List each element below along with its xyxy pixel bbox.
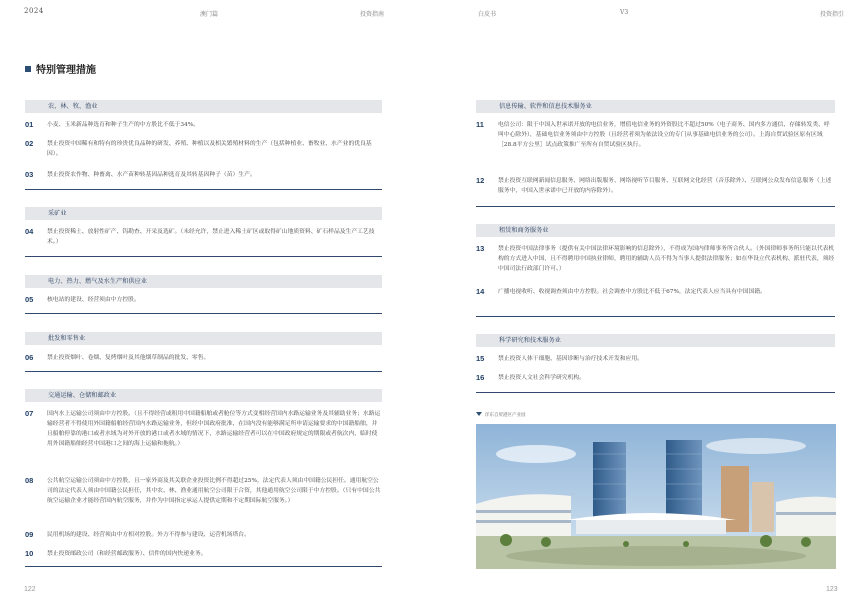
item-number: 08 xyxy=(25,476,34,485)
item-text: 禁止投资人文社会科学研究机构。 xyxy=(498,375,585,381)
divider xyxy=(25,371,382,372)
item-number: 06 xyxy=(25,353,34,362)
item-text: 核电站的建设、经营须由中方控股。 xyxy=(47,297,140,303)
item-number: 01 xyxy=(25,120,34,129)
item-text: 国内水上运输公司须由中方控股。（且不得经营或租用中国籍船舶或者舱位等方式变相经营国内水路运输业务及其辅助业务；水路运输经营者不得使用外国籍船舶经营国内水路运输业务，但经中国政府批准，在国内没有能够满足所申请运输要求的中国籍船舶，并且船舶停靠的港口或者水域为对外开放的港口或者水域的情况下，水路运输经营者可以在中国政府规定的期限或者航次内，临时使用外国籍船舶经营中国港口之间的海上运输和拖航。） xyxy=(47,411,381,447)
item-text: 禁止投资邮政公司（和经营邮政服务）、信件的国内快递业务。 xyxy=(47,551,207,557)
item-text: 禁止投资中国法律事务（提供有关中国法律环境影响的信息除外），不得成为国内律师事务所合伙人。（外国律师事务所只能以代表机构的方式进入中国，且不得聘用中国执业律师，聘用的辅助人员不得为当事人提供法律服务；如在华设立代表机构、派驻代表，须经中国司法行政部门许可。） xyxy=(498,246,835,272)
header-right-right: 投资指引 xyxy=(820,11,845,18)
item-text: 禁止投资稀土、放射性矿产、钨勘查、开采及选矿。（未经允许，禁止进入稀土矿区或取得矿山地质资料、矿石样品及生产工艺技术。） xyxy=(47,229,375,245)
item-text: 禁止投资中国稀有和特有的珍贵优良品种的研发、养殖、种植以及相关繁殖材料的生产（包括种植业、畜牧业、水产业的优良基因）。 xyxy=(47,141,372,157)
item-number: 03 xyxy=(25,170,34,179)
photo-caption xyxy=(476,412,526,418)
category-bar: 科学研究和技术服务业 xyxy=(476,334,835,347)
item-number: 04 xyxy=(25,227,34,236)
industrial-park-photo xyxy=(476,424,836,569)
square-icon xyxy=(25,66,31,72)
divider xyxy=(25,313,382,314)
park-illustration xyxy=(476,424,836,569)
category-bar: 批发和零售业 xyxy=(25,332,382,345)
category-bar: 租赁和商务服务业 xyxy=(476,224,835,237)
header-right-center: V3 xyxy=(620,9,629,16)
logo: 2024 xyxy=(24,7,44,15)
divider xyxy=(476,316,835,317)
item-number: 15 xyxy=(476,354,485,363)
item-text: 小麦、玉米新品种选育和种子生产的中方股比不低于34%。 xyxy=(47,122,200,128)
category-bar: 交通运输、仓储和邮政业 xyxy=(25,389,382,402)
item-number: 16 xyxy=(476,373,485,382)
item-text: 禁止投资人体干细胞、基因诊断与治疗技术开发和应用。 xyxy=(498,356,643,362)
page-number-left: 122 xyxy=(24,586,36,593)
section-title-text: 特别管理措施 xyxy=(36,65,96,76)
page-number-right: 123 xyxy=(826,586,838,593)
item-number: 13 xyxy=(476,244,485,253)
item-text: 公共航空运输公司须由中方控股，且一家外商及其关联企业投资比例不得超过25%，法定代表人须由中国籍公民担任。通用航空公司的法定代表人须由中国籍公民担任，其中农、林、渔业通用航空公司限于合资，其他通用航空公司限于中方控股。（只有中国公共航空运输企业才能经营国内航空服务，并作为中国指定承运人提供定期和不定期国际航空服务。） xyxy=(47,478,381,504)
item-text: 禁止投资互联网新闻信息服务、网络出版服务、网络视听节目服务、互联网文化经营（音乐除外）、互联网公众发布信息服务（上述服务中，中国入世承诺中已开放的内容除外）。 xyxy=(498,178,832,194)
item-text: 电信公司：限于中国入世承诺开放的电信业务，增值电信业务的外资股比不超过50%（电子商务、国内多方通信、存储转发类、呼叫中心除外），基础电信业务须由中方控股（且经营者须为依法设立的专门从事基础电信业务的公司）。上海自贸试验区原有区域［28.8平方公里］试点政策推广至所有自贸试验区执行。 xyxy=(498,122,830,148)
photo-caption-text: 洋东自贸港区产业园 xyxy=(485,413,526,418)
item-number: 10 xyxy=(25,549,34,558)
divider xyxy=(25,256,382,257)
triangle-icon xyxy=(476,412,482,416)
divider xyxy=(25,189,382,190)
item-number: 14 xyxy=(476,287,485,296)
item-number: 07 xyxy=(25,409,34,418)
category-bar: 电力、热力、燃气及水生产和供应业 xyxy=(25,275,382,288)
item-text: 禁止投资烟叶、卷烟、复烤烟叶及其他烟草制品的批发、零售。 xyxy=(47,355,210,361)
item-number: 12 xyxy=(476,176,485,185)
item-text: 广播电视收听、收视调查须由中方控股。社会调查中方股比不低于67%，法定代表人应当具有中国国籍。 xyxy=(498,289,766,295)
item-number: 11 xyxy=(476,120,484,129)
divider xyxy=(476,206,835,207)
header-left-right: 投资指南 xyxy=(360,11,385,18)
divider xyxy=(476,392,835,393)
category-bar: 采矿业 xyxy=(25,207,382,220)
item-number: 09 xyxy=(25,530,34,539)
item-text: 禁止投资农作物、种畜禽、水产苗种转基因品种选育及其转基因种子（苗）生产。 xyxy=(47,172,256,178)
category-bar: 信息传输、软件和信息技术服务业 xyxy=(476,100,835,113)
item-text: 民用机场的建设、经营须由中方相对控股。外方不得参与建设、运营机场塔台。 xyxy=(47,532,250,538)
item-number: 05 xyxy=(25,295,34,304)
header-left-section: 澳门篇 xyxy=(200,11,219,18)
category-bar: 农、林、牧、渔业 xyxy=(25,100,382,113)
item-number: 02 xyxy=(25,139,34,148)
header-right-left: 白皮书 xyxy=(478,11,497,18)
section-title xyxy=(25,61,96,76)
divider xyxy=(25,566,382,567)
